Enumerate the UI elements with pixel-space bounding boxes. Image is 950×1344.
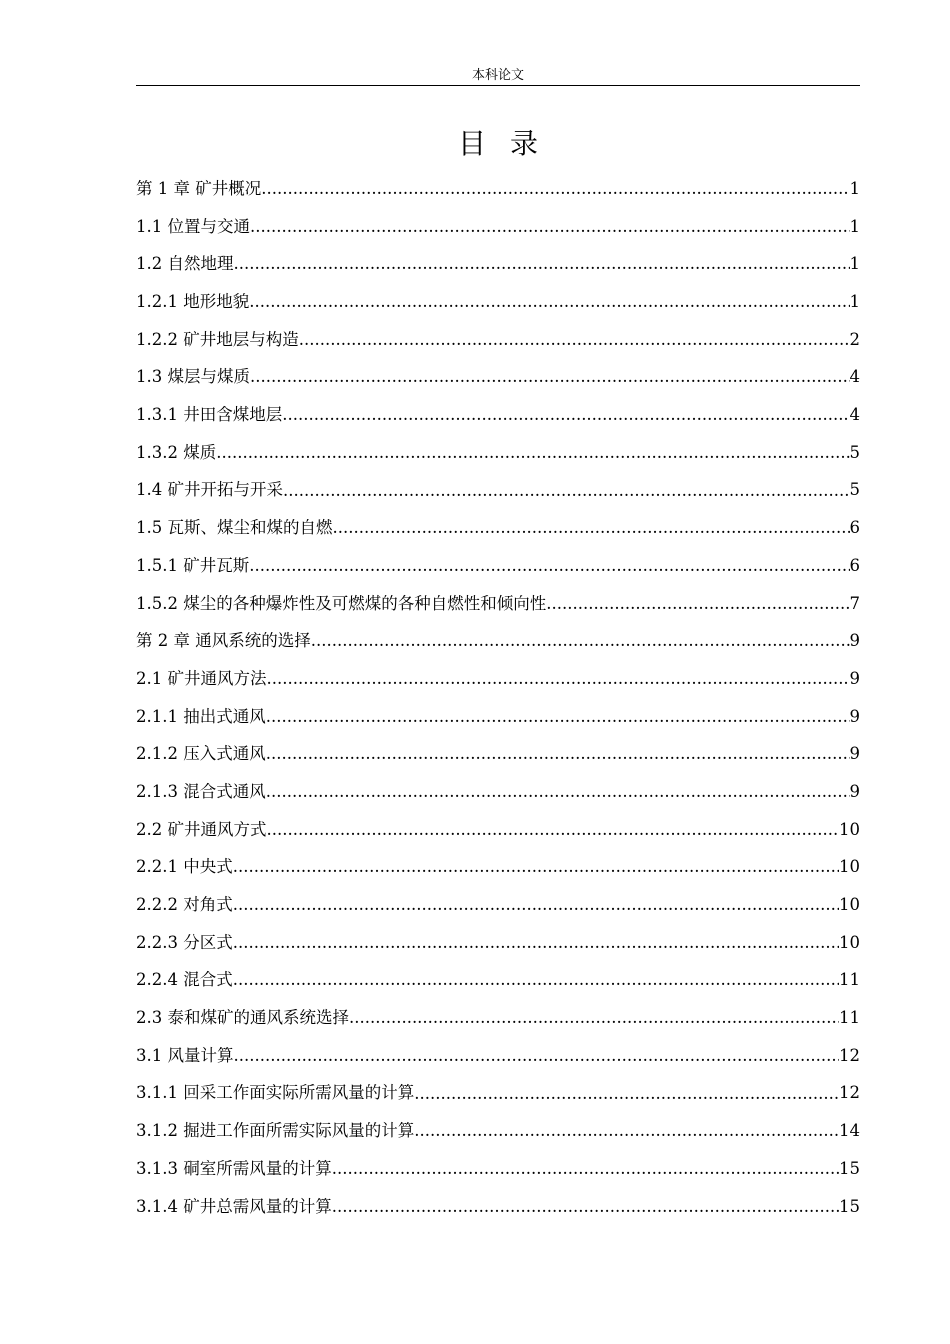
toc-entry-page-number: 4	[849, 367, 860, 387]
toc-entry-page-number: 6	[849, 555, 860, 575]
toc-entry-title: 2.1.1 抽出式通风	[136, 706, 266, 726]
toc-entry-page-number: 1	[849, 292, 860, 312]
toc-entry-title: 1.1 位置与交通	[136, 216, 250, 236]
toc-dot-leader	[311, 622, 850, 660]
toc-entry-page-number: 12	[839, 1083, 860, 1103]
toc-dot-leader	[233, 886, 839, 924]
toc-entry[interactable]	[136, 170, 860, 208]
toc-entry-title: 1.5 瓦斯、煤尘和煤的自燃	[136, 518, 333, 538]
toc-entry-title: 1.5.2 煤尘的各种爆炸性及可燃煤的各种自燃性和倾向性	[136, 593, 547, 613]
toc-dot-leader	[261, 170, 849, 208]
toc-entry[interactable]	[136, 1075, 860, 1113]
toc-entry-page-number: 5	[849, 480, 860, 500]
toc-entry-title: 1.2 自然地理	[136, 254, 234, 274]
toc-dot-leader	[333, 509, 850, 547]
toc-entry-page-number: 10	[839, 819, 860, 839]
toc-dot-leader	[267, 660, 850, 698]
toc-entry[interactable]	[136, 283, 860, 321]
toc-entry[interactable]	[136, 472, 860, 510]
toc-entry[interactable]	[136, 848, 860, 886]
toc-entry[interactable]	[136, 585, 860, 623]
header-rule	[136, 85, 860, 86]
toc-entry[interactable]	[136, 208, 860, 246]
page-title: 目录	[457, 127, 562, 160]
toc-entry-title: 2.3 泰和煤矿的通风系统选择	[136, 1008, 349, 1028]
toc-dot-leader	[233, 924, 839, 962]
toc-dot-leader	[332, 1150, 839, 1188]
toc-entry-page-number: 10	[839, 932, 860, 952]
toc-entry-title: 2.1.2 压入式通风	[136, 744, 266, 764]
toc-entry-title: 1.3.1 井田含煤地层	[136, 405, 283, 425]
toc-entry-page-number: 1	[849, 178, 860, 198]
toc-dot-leader	[266, 698, 850, 736]
toc-dot-leader	[332, 1188, 839, 1226]
toc-entry-page-number: 15	[839, 1196, 860, 1216]
toc-entry-title: 2.2.1 中央式	[136, 857, 233, 877]
toc-entry[interactable]	[136, 547, 860, 585]
toc-entry-title: 2.2.3 分区式	[136, 932, 233, 952]
toc-entry[interactable]	[136, 811, 860, 849]
toc-entry-title: 1.2.1 地形地貌	[136, 292, 250, 312]
toc-entry-title: 3.1.3 硐室所需风量的计算	[136, 1158, 332, 1178]
toc-entry[interactable]	[136, 622, 860, 660]
toc-entry[interactable]	[136, 698, 860, 736]
toc-entry[interactable]	[136, 1150, 860, 1188]
toc-entry[interactable]	[136, 434, 860, 472]
toc-dot-leader	[250, 208, 850, 246]
toc-entry[interactable]	[136, 1112, 860, 1150]
toc-entry-page-number: 9	[849, 631, 860, 651]
toc-entry-title: 2.1 矿井通风方法	[136, 668, 267, 688]
toc-dot-leader	[299, 321, 850, 359]
toc-dot-leader	[266, 735, 850, 773]
toc-entry[interactable]	[136, 924, 860, 962]
toc-entry-title: 3.1 风量计算	[136, 1045, 234, 1065]
toc-entry-page-number: 15	[839, 1158, 860, 1178]
running-header: 本科论文	[471, 68, 524, 83]
toc-entry-page-number: 10	[839, 857, 860, 877]
toc-dot-leader	[267, 811, 840, 849]
toc-entry-title: 3.1.4 矿井总需风量的计算	[136, 1196, 332, 1216]
toc-dot-leader	[250, 358, 850, 396]
toc-dot-leader	[283, 472, 850, 510]
toc-entry-title: 第 2 章 通风系统的选择	[136, 631, 311, 651]
toc-entry[interactable]	[136, 358, 860, 396]
toc-entry-title: 3.1.1 回采工作面实际所需风量的计算	[136, 1083, 415, 1103]
toc-dot-leader	[414, 1112, 839, 1150]
toc-entry-page-number: 9	[849, 744, 860, 764]
toc-entry-title: 1.5.1 矿井瓦斯	[136, 555, 250, 575]
toc-entry-page-number: 4	[849, 405, 860, 425]
toc-entry-page-number: 11	[839, 1008, 860, 1028]
toc-entry-page-number: 9	[849, 781, 860, 801]
toc-entry-page-number: 10	[839, 895, 860, 915]
toc-entry-title: 3.1.2 掘进工作面所需实际风量的计算	[136, 1121, 415, 1141]
toc-dot-leader	[234, 245, 850, 283]
toc-dot-leader	[216, 434, 849, 472]
toc-entry-page-number: 11	[839, 970, 860, 990]
toc-dot-leader	[349, 999, 839, 1037]
toc-entry[interactable]	[136, 886, 860, 924]
toc-dot-leader	[282, 396, 849, 434]
toc-dot-leader	[233, 848, 839, 886]
toc-entry[interactable]	[136, 245, 860, 283]
toc-entry-page-number: 1	[849, 216, 860, 236]
toc-entry-page-number: 14	[839, 1121, 860, 1141]
toc-dot-leader	[234, 1037, 840, 1075]
toc-entry-page-number: 12	[839, 1045, 860, 1065]
toc-entry-page-number: 9	[849, 668, 860, 688]
toc-entry-page-number: 1	[849, 254, 860, 274]
toc-entry-page-number: 9	[849, 706, 860, 726]
toc-entry[interactable]	[136, 321, 860, 359]
toc-entry-page-number: 6	[849, 518, 860, 538]
toc-entry[interactable]	[136, 773, 860, 811]
toc-entry-title: 2.2.2 对角式	[136, 895, 233, 915]
toc-entry[interactable]	[136, 1188, 860, 1226]
toc-entry[interactable]	[136, 396, 860, 434]
toc-dot-leader	[249, 547, 849, 585]
toc-entry[interactable]	[136, 961, 860, 999]
toc-entry-title: 2.1.3 混合式通风	[136, 781, 266, 801]
toc-dot-leader	[266, 773, 850, 811]
toc-dot-leader	[546, 585, 849, 623]
toc-entry[interactable]	[136, 1037, 860, 1075]
toc-entry-title: 2.2 矿井通风方式	[136, 819, 267, 839]
toc-entry-title: 1.3 煤层与煤质	[136, 367, 250, 387]
toc-entry-title: 第 1 章 矿井概况	[136, 178, 262, 198]
toc-entry-title: 1.2.2 矿井地层与构造	[136, 329, 299, 349]
toc-entry-page-number: 7	[849, 593, 860, 613]
toc-entry[interactable]	[136, 660, 860, 698]
toc-dot-leader	[233, 961, 839, 999]
toc-entry-page-number: 5	[849, 442, 860, 462]
toc-entry[interactable]	[136, 999, 860, 1037]
toc-dot-leader	[249, 283, 849, 321]
toc-entry-title: 1.3.2 煤质	[136, 442, 217, 462]
toc-entry[interactable]	[136, 509, 860, 547]
table-of-contents	[136, 170, 860, 1225]
toc-entry-page-number: 2	[849, 329, 860, 349]
toc-dot-leader	[414, 1075, 839, 1113]
toc-entry-title: 2.2.4 混合式	[136, 970, 233, 990]
toc-entry[interactable]	[136, 735, 860, 773]
toc-entry-title: 1.4 矿井开拓与开采	[136, 480, 283, 500]
